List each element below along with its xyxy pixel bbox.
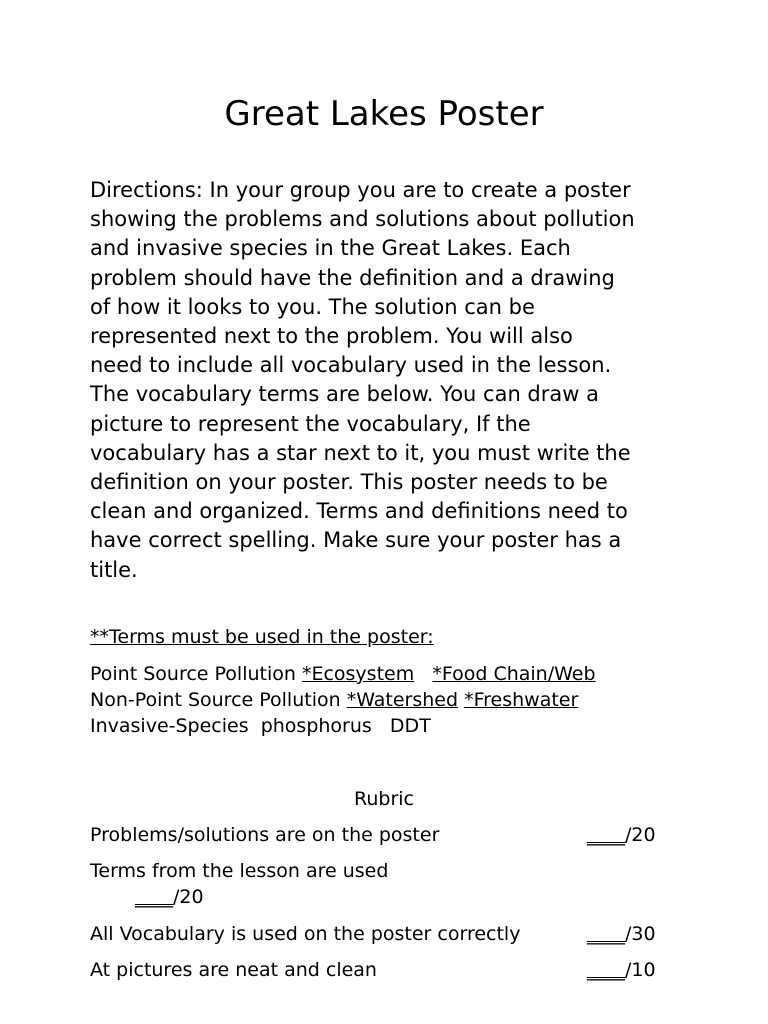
directions-line: need to include all vocabulary used in the lesson. — [90, 353, 612, 378]
score-blank: ____ — [587, 923, 625, 945]
directions-line: Directions: In your group you are to create a poster — [90, 178, 631, 202]
directions-line: clean and organized. Terms and definitions need to — [90, 499, 628, 524]
score-max: /20 — [625, 824, 656, 846]
starred-term: *Freshwater — [464, 689, 579, 711]
score-blank: ____ — [135, 886, 173, 908]
rubric-score — [587, 921, 656, 947]
score-blank: ____ — [587, 824, 625, 846]
directions-line: of how it looks to you. The solution can be — [90, 294, 535, 319]
terms-line — [90, 687, 690, 713]
rubric-row-label: At pictures are neat and clean — [90, 959, 377, 981]
rubric-row-label: Terms from the lesson are used — [90, 860, 389, 882]
score-blank: ____ — [587, 959, 625, 981]
terms-line: Invasive-Species phosphorus DDT — [90, 715, 431, 737]
term-spacer — [414, 663, 432, 685]
rubric-row-label: All Vocabulary is used on the poster correctly — [90, 923, 521, 945]
starred-term: *Ecosystem — [301, 663, 415, 685]
directions-line: definition on your poster. This poster needs to be — [90, 470, 608, 495]
directions-line: represented next to the problem. You will also — [90, 324, 573, 349]
directions-line: have correct spelling. Make sure your poster has a — [90, 528, 622, 553]
terms-heading: **Terms must be used in the poster: — [90, 626, 434, 648]
directions-line: showing the problems and solutions about pollution — [90, 207, 635, 232]
score-max: /20 — [173, 886, 204, 908]
starred-term: *Watershed — [346, 689, 459, 711]
rubric-row-label: Problems/solutions are on the poster — [90, 824, 440, 846]
directions-line: The vocabulary terms are below. You can draw a — [90, 382, 599, 407]
directions-line: vocabulary has a star next to it, you must write the — [90, 440, 631, 465]
terms-list — [90, 661, 690, 739]
rubric-score — [587, 957, 656, 983]
score-max: /10 — [625, 959, 656, 981]
rubric-title: Rubric — [354, 788, 414, 810]
directions-line: title. — [90, 557, 138, 582]
directions-paragraph — [90, 176, 690, 585]
page-title: Great Lakes Poster — [224, 94, 544, 134]
rubric-score — [587, 822, 656, 848]
terms-line — [90, 661, 690, 687]
directions-line: and invasive species in the Great Lakes. Each — [90, 236, 571, 261]
term: Non-Point Source Pollution — [90, 689, 347, 711]
rubric-score — [135, 884, 204, 910]
starred-term: *Food Chain/Web — [432, 663, 596, 685]
term: Point Source Pollution — [90, 663, 302, 685]
directions-line: problem should have the definition and a drawing — [90, 265, 615, 290]
directions-line: picture to represent the vocabulary, If the — [90, 411, 531, 436]
score-max: /30 — [625, 923, 656, 945]
